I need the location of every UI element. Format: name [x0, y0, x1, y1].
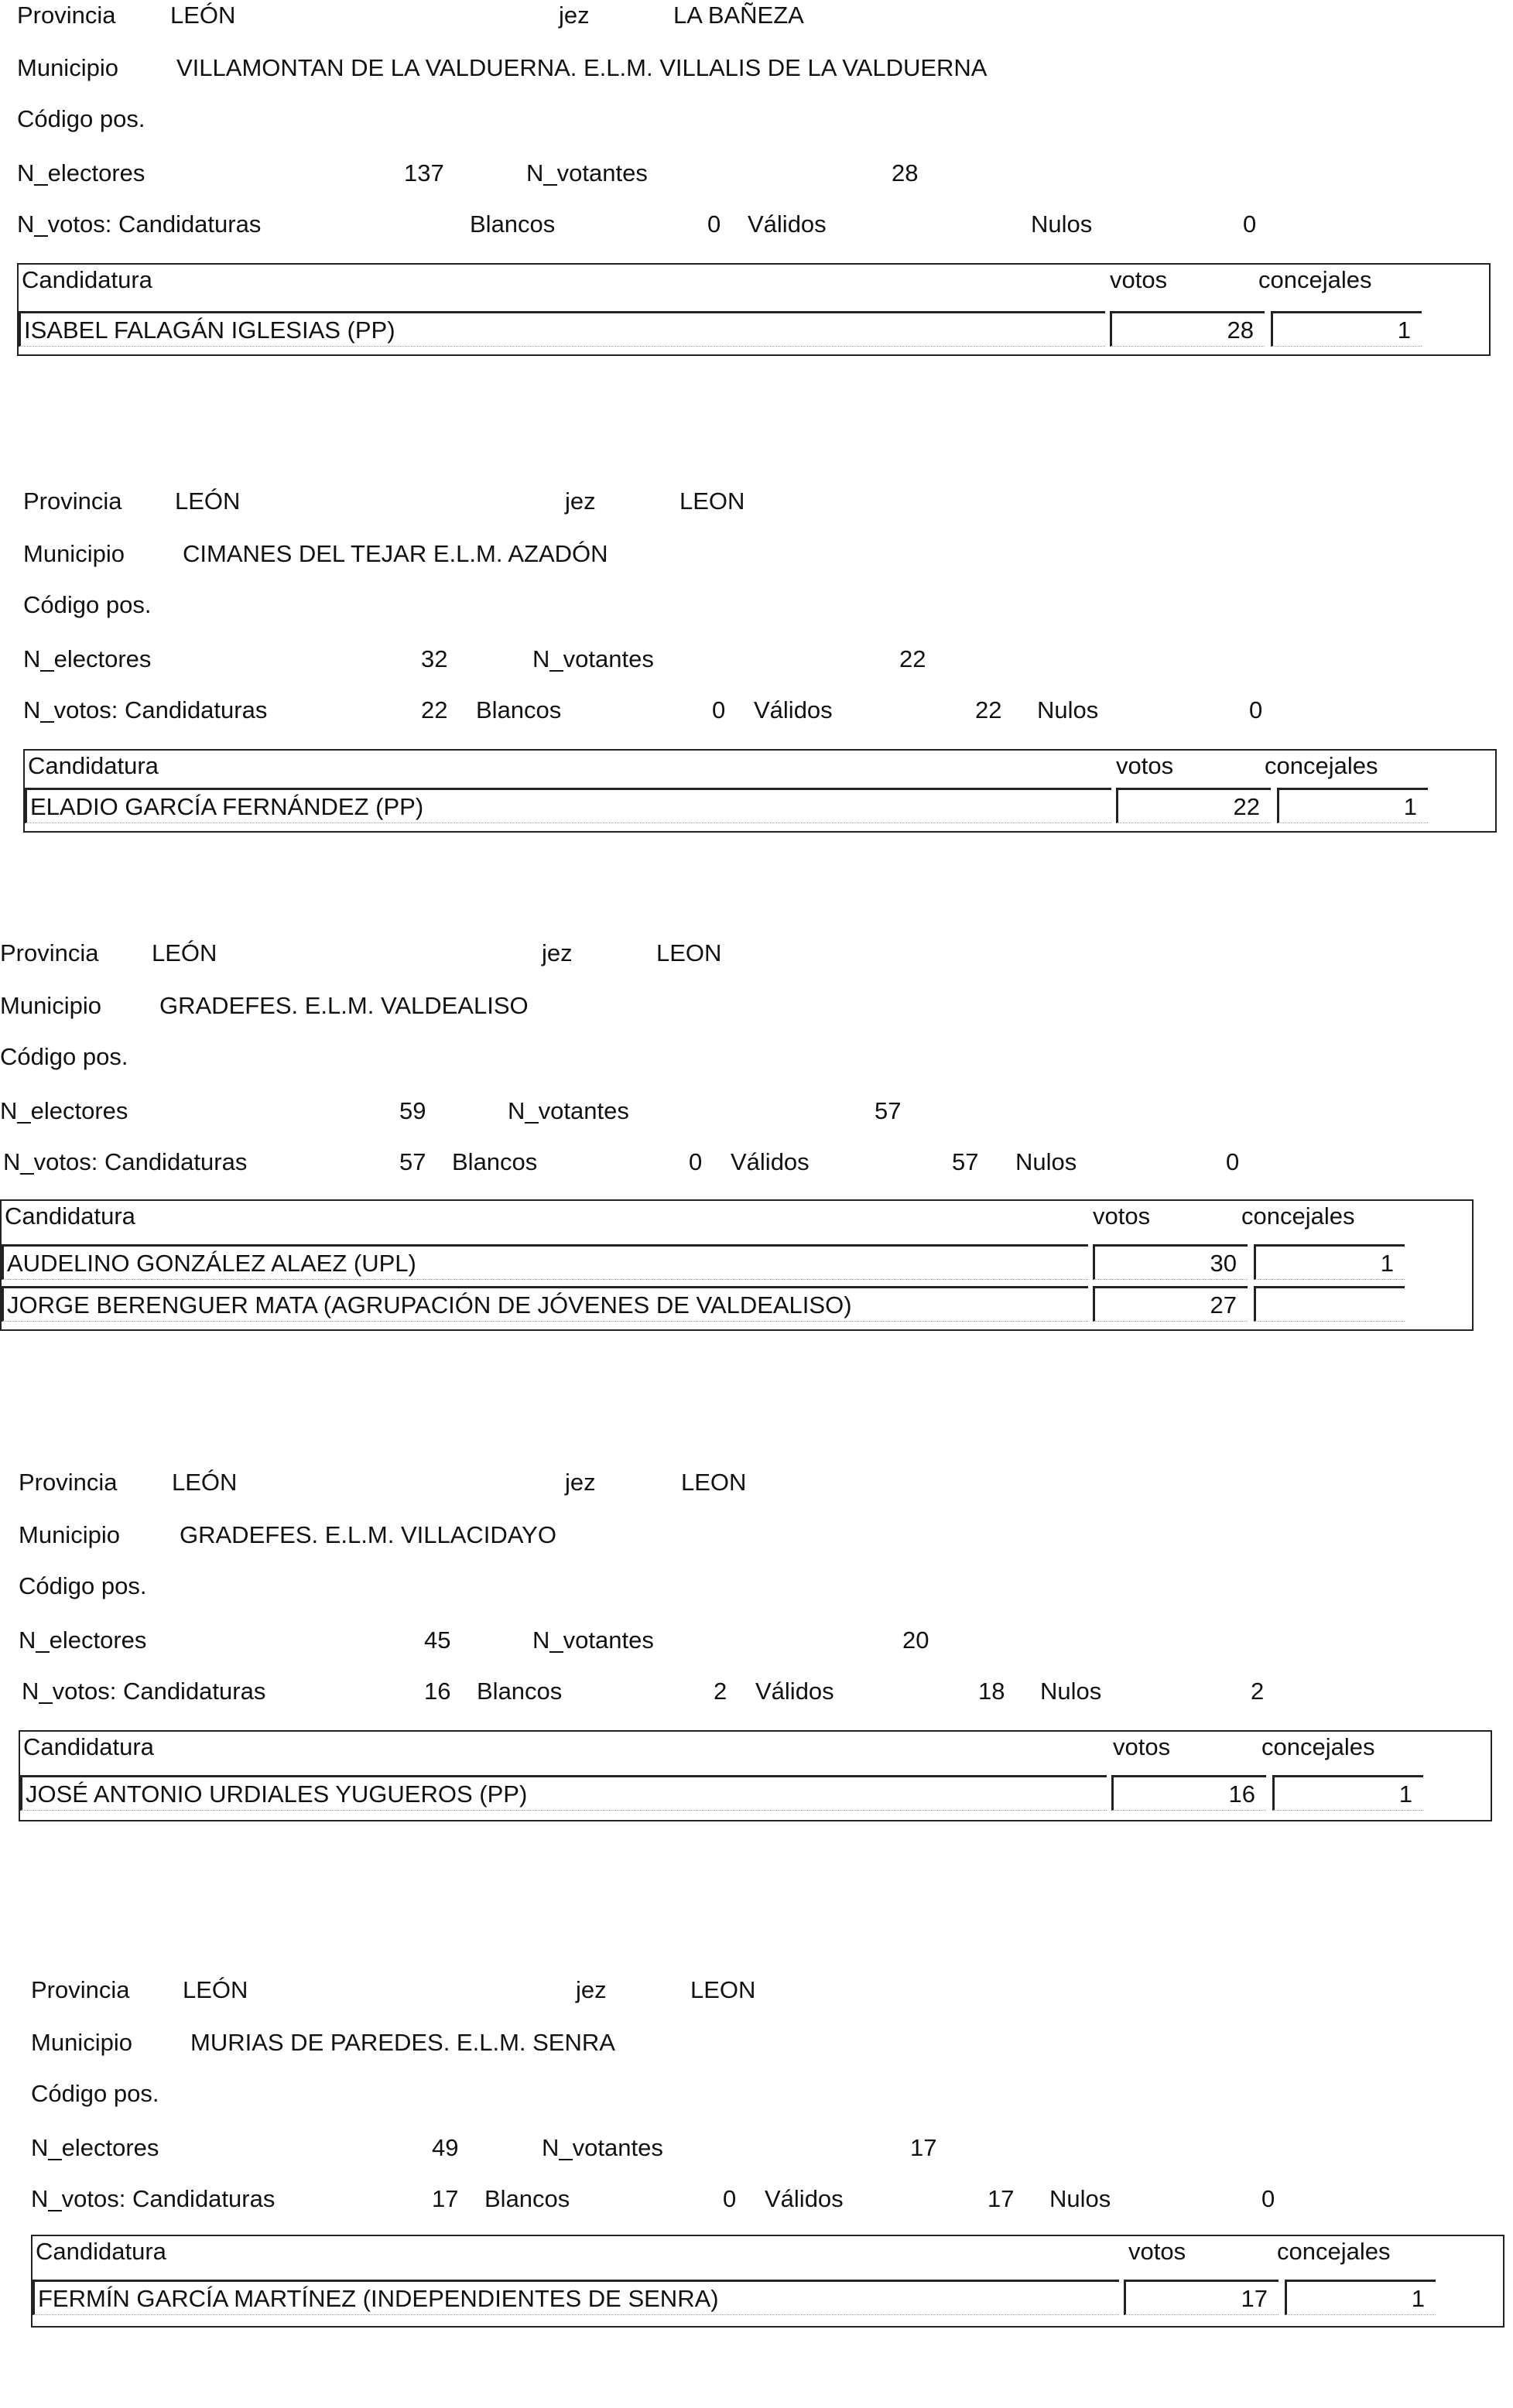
n-votantes-label: N_votantes: [508, 1097, 629, 1124]
votos-cell: 30: [1093, 1244, 1248, 1280]
nulos-label: Nulos: [1037, 696, 1099, 723]
votos-cell: 27: [1093, 1286, 1248, 1322]
results-table: [19, 1730, 1492, 1821]
jez-label: jez: [542, 939, 573, 966]
concejales-cell: 1: [1277, 788, 1428, 823]
col-concejales-header: concejales: [1258, 266, 1372, 293]
nulos-value: 0: [1249, 696, 1263, 723]
blancos-label: Blancos: [470, 210, 556, 238]
n-votantes-value: 57: [875, 1097, 902, 1124]
n-votos-candidaturas-label: N_votos: Candidaturas: [17, 210, 262, 238]
provincia-value: LEÓN: [183, 1976, 248, 2003]
n-votos-candidaturas-label: N_votos: Candidaturas: [22, 1678, 266, 1705]
codigo-pos-label: Código pos.: [23, 591, 152, 618]
votos-cell: 22: [1116, 788, 1271, 823]
codigo-pos-label: Código pos.: [19, 1572, 147, 1599]
n-votantes-value: 28: [892, 159, 919, 186]
entry-block-5: [31, 1975, 1513, 2408]
entry-block-4: [19, 1467, 1504, 1900]
entry-block-1: [17, 0, 1503, 433]
candidatura-cell: JOSÉ ANTONIO URDIALES YUGUEROS (PP): [20, 1775, 1107, 1811]
provincia-label: Provincia: [0, 939, 99, 966]
n-votos-candidaturas-label: N_votos: Candidaturas: [3, 1148, 248, 1175]
n-electores-value: 49: [432, 2134, 459, 2161]
col-candidatura-header: Candidatura: [28, 752, 159, 779]
municipio-value: GRADEFES. E.L.M. VALDEALISO: [159, 992, 529, 1019]
col-candidatura-header: Candidatura: [23, 1733, 154, 1760]
candidaturas-value: 22: [421, 696, 448, 723]
codigo-pos-label: Código pos.: [0, 1043, 128, 1070]
nulos-value: 0: [1243, 210, 1257, 238]
results-table: [23, 749, 1497, 833]
municipio-value: MURIAS DE PAREDES. E.L.M. SENRA: [190, 2029, 615, 2056]
n-votantes-value: 17: [910, 2134, 937, 2161]
jez-value: LEON: [690, 1976, 756, 2003]
jez-label: jez: [565, 1469, 596, 1496]
n-electores-value: 137: [404, 159, 444, 186]
n-votantes-label: N_votantes: [526, 159, 648, 186]
provincia-label: Provincia: [17, 2, 116, 29]
validos-label: Válidos: [754, 696, 833, 723]
n-votos-candidaturas-label: N_votos: Candidaturas: [31, 2185, 276, 2212]
codigo-pos-label: Código pos.: [31, 2080, 159, 2107]
concejales-cell: 1: [1285, 2280, 1436, 2315]
jez-value: LA BAÑEZA: [673, 2, 804, 29]
validos-value: 57: [952, 1148, 979, 1175]
n-electores-label: N_electores: [0, 1097, 128, 1124]
blancos-value: 2: [714, 1678, 727, 1705]
n-votantes-label: N_votantes: [542, 2134, 663, 2161]
candidatura-cell: FERMÍN GARCÍA MARTÍNEZ (INDEPENDIENTES DE SENRA): [33, 2280, 1119, 2315]
municipio-label: Municipio: [31, 2029, 132, 2056]
provincia-label: Provincia: [19, 1469, 118, 1496]
concejales-cell: 1: [1272, 1775, 1423, 1811]
nulos-value: 0: [1226, 1148, 1240, 1175]
col-candidatura-header: Candidatura: [36, 2238, 166, 2265]
n-electores-value: 45: [424, 1626, 451, 1654]
blancos-value: 0: [723, 2185, 737, 2212]
entry-block-3: [0, 938, 1486, 1371]
validos-value: 22: [975, 696, 1002, 723]
n-electores-value: 32: [421, 645, 448, 672]
col-candidatura-header: Candidatura: [22, 266, 152, 293]
municipio-label: Municipio: [17, 54, 118, 81]
blancos-value: 0: [712, 696, 726, 723]
nulos-value: 0: [1261, 2185, 1275, 2212]
n-electores-label: N_electores: [17, 159, 145, 186]
blancos-value: 0: [689, 1148, 703, 1175]
validos-label: Válidos: [748, 210, 827, 238]
nulos-label: Nulos: [1049, 2185, 1111, 2212]
jez-label: jez: [559, 2, 590, 29]
nulos-label: Nulos: [1015, 1148, 1077, 1175]
validos-label: Válidos: [765, 2185, 844, 2212]
col-votos-header: votos: [1110, 266, 1168, 293]
entry-block-2: [23, 486, 1509, 919]
municipio-value: VILLAMONTAN DE LA VALDUERNA. E.L.M. VILLALIS DE LA VALDUERNA: [176, 54, 988, 81]
blancos-value: 0: [707, 210, 721, 238]
jez-label: jez: [565, 487, 596, 515]
candidatura-cell: ELADIO GARCÍA FERNÁNDEZ (PP): [25, 788, 1111, 823]
n-electores-label: N_electores: [19, 1626, 147, 1654]
candidatura-cell: ISABEL FALAGÁN IGLESIAS (PP): [19, 311, 1105, 347]
results-table: [31, 2235, 1504, 2328]
n-electores-value: 59: [399, 1097, 426, 1124]
municipio-value: GRADEFES. E.L.M. VILLACIDAYO: [180, 1521, 556, 1548]
col-votos-header: votos: [1093, 1202, 1151, 1230]
blancos-label: Blancos: [477, 1678, 563, 1705]
n-votos-candidaturas-label: N_votos: Candidaturas: [23, 696, 268, 723]
validos-value: 18: [978, 1678, 1005, 1705]
concejales-cell: 1: [1254, 1244, 1405, 1280]
jez-value: LEON: [681, 1469, 747, 1496]
votos-cell: 16: [1111, 1775, 1266, 1811]
candidaturas-value: 57: [399, 1148, 426, 1175]
provincia-value: LEÓN: [170, 2, 236, 29]
n-votantes-value: 22: [899, 645, 926, 672]
blancos-label: Blancos: [452, 1148, 538, 1175]
votos-cell: 17: [1124, 2280, 1279, 2315]
col-votos-header: votos: [1128, 2238, 1186, 2265]
jez-value: LEON: [656, 939, 722, 966]
blancos-label: Blancos: [484, 2185, 570, 2212]
col-concejales-header: concejales: [1277, 2238, 1391, 2265]
n-electores-label: N_electores: [23, 645, 152, 672]
nulos-value: 2: [1251, 1678, 1265, 1705]
municipio-label: Municipio: [19, 1521, 120, 1548]
municipio-label: Municipio: [23, 540, 125, 567]
concejales-cell: 1: [1271, 311, 1422, 347]
col-votos-header: votos: [1113, 1733, 1171, 1760]
provincia-value: LEÓN: [152, 939, 217, 966]
votos-cell: 28: [1110, 311, 1265, 347]
nulos-label: Nulos: [1040, 1678, 1102, 1705]
validos-value: 17: [988, 2185, 1015, 2212]
provincia-label: Provincia: [31, 1976, 130, 2003]
jez-label: jez: [576, 1976, 607, 2003]
col-concejales-header: concejales: [1241, 1202, 1355, 1230]
municipio-value: CIMANES DEL TEJAR E.L.M. AZADÓN: [183, 540, 608, 567]
candidatura-cell: JORGE BERENGUER MATA (AGRUPACIÓN DE JÓVENES DE VALDEALISO): [2, 1286, 1088, 1322]
results-table: [17, 263, 1491, 356]
results-table: [0, 1199, 1474, 1331]
municipio-label: Municipio: [0, 992, 101, 1019]
n-votantes-label: N_votantes: [532, 645, 654, 672]
candidatura-cell: AUDELINO GONZÁLEZ ALAEZ (UPL): [2, 1244, 1088, 1280]
col-concejales-header: concejales: [1265, 752, 1378, 779]
provincia-label: Provincia: [23, 487, 122, 515]
n-votantes-value: 20: [902, 1626, 929, 1654]
nulos-label: Nulos: [1031, 210, 1093, 238]
validos-label: Válidos: [755, 1678, 834, 1705]
provincia-value: LEÓN: [172, 1469, 238, 1496]
provincia-value: LEÓN: [175, 487, 241, 515]
candidaturas-value: 16: [424, 1678, 451, 1705]
codigo-pos-label: Código pos.: [17, 105, 145, 132]
blancos-label: Blancos: [476, 696, 562, 723]
col-concejales-header: concejales: [1261, 1733, 1375, 1760]
col-votos-header: votos: [1116, 752, 1174, 779]
jez-value: LEON: [679, 487, 745, 515]
candidaturas-value: 17: [432, 2185, 459, 2212]
n-votantes-label: N_votantes: [532, 1626, 654, 1654]
validos-label: Válidos: [731, 1148, 810, 1175]
n-electores-label: N_electores: [31, 2134, 159, 2161]
concejales-cell: [1254, 1286, 1405, 1322]
col-candidatura-header: Candidatura: [5, 1202, 135, 1230]
